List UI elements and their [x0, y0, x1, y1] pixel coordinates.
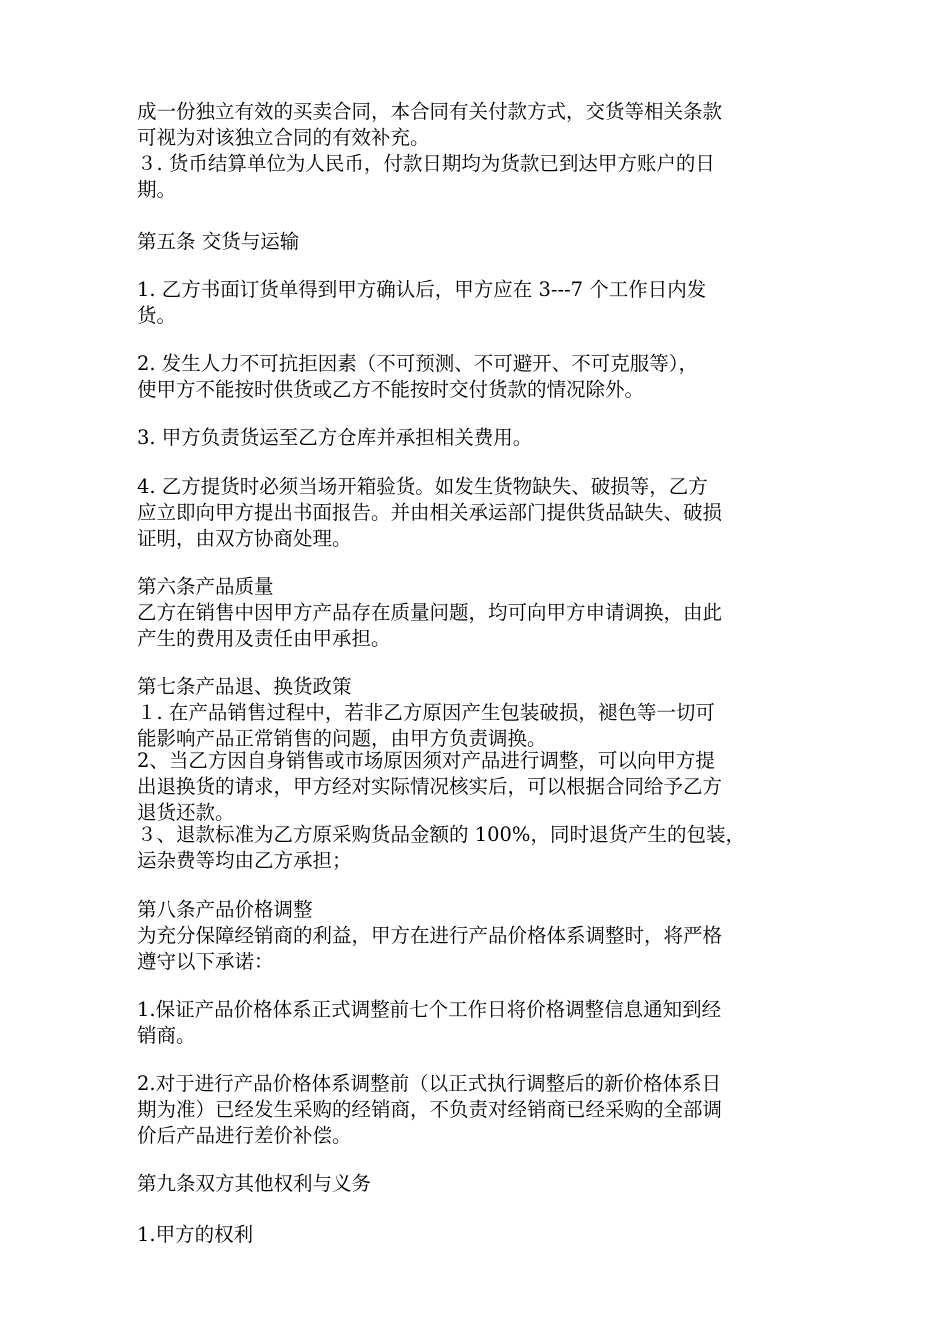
- clause-item: ３、退款标准为乙方原采购货品金额的 100%，同时退货产生的包装，: [137, 823, 745, 846]
- clause-item: ３. 货币结算单位为人民币，付款日期均为货款已到达甲方账户的日: [137, 152, 715, 175]
- body-text-line: 销商。: [137, 1024, 196, 1047]
- clause-item: 2、当乙方因自身销售或市场原因须对产品进行调整，可以向甲方提: [137, 749, 715, 772]
- section-heading: 第八条产品价格调整: [137, 898, 313, 921]
- body-text-line: 能影响产品正常销售的问题，由甲方负责调换。: [137, 727, 547, 750]
- body-text-line: 期。: [137, 178, 177, 201]
- body-text-line: 遵守以下承诺：: [137, 950, 274, 973]
- body-text-line: 证明，由双方协商处理。: [137, 527, 352, 550]
- body-text-line: 应立即向甲方提出书面报告。并由相关承运部门提供货品缺失、破损: [137, 501, 723, 524]
- clause-item: 1.保证产品价格体系正式调整前七个工作日将价格调整信息通知到经: [137, 998, 722, 1021]
- body-text-line: 运杂费等均由乙方承担；: [137, 849, 352, 872]
- body-text-line: 产生的费用及责任由甲承担。: [137, 627, 391, 650]
- body-text-line: 期为准）已经发生采购的经销商，不负责对经销商已经采购的全部调: [137, 1098, 723, 1121]
- body-text-line: 出退换货的请求，甲方经对实际情况核实后，可以根据合同给予乙方: [137, 775, 723, 798]
- section-heading: 第六条产品质量: [137, 575, 274, 598]
- clause-item: 1.甲方的权利: [137, 1223, 254, 1246]
- clause-item: 2. 发生人力不可抗拒因素（不可预测、不可避开、不可克服等），: [137, 352, 699, 375]
- body-text-line: 为充分保障经销商的利益，甲方在进行产品价格体系调整时，将严格: [137, 924, 723, 947]
- clause-item: 2.对于进行产品价格体系调整前（以正式执行调整后的新价格体系日: [137, 1072, 722, 1095]
- body-text-line: 成一份独立有效的买卖合同，本合同有关付款方式，交货等相关条款: [137, 100, 723, 123]
- section-heading: 第九条双方其他权利与义务: [137, 1172, 372, 1195]
- body-text-line: 价后产品进行差价补偿。: [137, 1124, 352, 1147]
- body-text-line: 可视为对该独立合同的有效补充。: [137, 126, 430, 149]
- clause-item: 4. 乙方提货时必须当场开箱验货。如发生货物缺失、破损等，乙方: [137, 475, 708, 498]
- clause-item: １. 在产品销售过程中，若非乙方原因产生包装破损，褪色等一切可: [137, 701, 715, 724]
- body-text-line: 退货还款。: [137, 801, 235, 824]
- body-text-line: 使甲方不能按时供货或乙方不能按时交付货款的情况除外。: [137, 378, 645, 401]
- clause-item: 3. 甲方负责货运至乙方仓库并承担相关费用。: [137, 426, 533, 449]
- section-heading: 第五条 交货与运输: [137, 230, 300, 253]
- clause-item: 1. 乙方书面订货单得到甲方确认后，甲方应在 3---7 个工作日内发: [137, 278, 707, 301]
- body-text-line: 货。: [137, 304, 177, 327]
- section-heading: 第七条产品退、换货政策: [137, 675, 352, 698]
- body-text-line: 乙方在销售中因甲方产品存在质量问题，均可向甲方申请调换，由此: [137, 601, 723, 624]
